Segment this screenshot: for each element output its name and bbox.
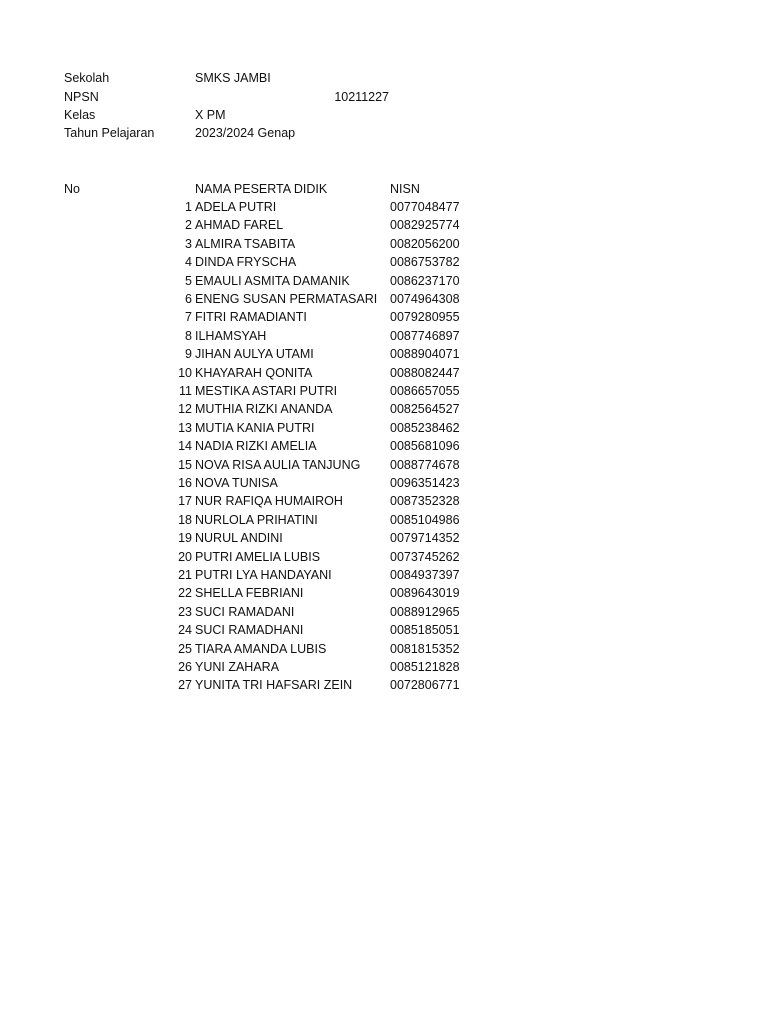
student-name: YUNI ZAHARA — [195, 660, 280, 674]
row-number: 22 — [178, 586, 192, 601]
row-number: 1 — [185, 200, 192, 214]
student-name: AHMAD FAREL — [195, 218, 284, 233]
table-header-row — [0, 180, 768, 198]
row-number: 23 — [178, 604, 192, 619]
row-number: 6 — [185, 292, 192, 306]
row-number: 11 — [179, 384, 192, 398]
table-row — [0, 566, 768, 584]
row-number: 25 — [178, 641, 192, 656]
school-row — [0, 69, 768, 87]
student-nisn: 0085238462 — [390, 420, 460, 435]
table-row — [0, 400, 768, 418]
table-row — [0, 548, 768, 566]
student-nisn: 0079714352 — [390, 531, 460, 546]
row-number: 5 — [185, 273, 192, 288]
table-row — [0, 640, 768, 658]
student-name: TIARA AMANDA LUBIS — [195, 641, 327, 656]
row-number: 8 — [185, 328, 192, 343]
table-row — [0, 235, 768, 253]
table-row — [0, 345, 768, 363]
row-number: 3 — [185, 236, 192, 251]
npsn-label: NPSN — [64, 90, 99, 104]
student-nisn: 0082564527 — [390, 402, 460, 417]
student-name: SUCI RAMADANI — [195, 604, 295, 619]
row-number: 16 — [178, 476, 192, 490]
student-nisn: 0074964308 — [390, 292, 460, 306]
student-nisn: 0088774678 — [390, 457, 460, 472]
row-number: 20 — [178, 549, 192, 564]
student-nisn: 0073745262 — [390, 549, 460, 564]
student-name: EMAULI ASMITA DAMANIK — [195, 273, 350, 288]
student-nisn: 0088904071 — [390, 347, 460, 362]
table-row — [0, 437, 768, 455]
student-name: FITRI RAMADIANTI — [195, 310, 307, 325]
student-nisn: 0085121828 — [390, 660, 460, 674]
student-nisn: 0087746897 — [390, 328, 460, 343]
row-number: 17 — [178, 494, 192, 509]
student-nisn: 0082925774 — [390, 218, 460, 233]
row-number: 7 — [185, 310, 192, 325]
student-nisn: 0096351423 — [390, 476, 460, 490]
table-row — [0, 603, 768, 621]
table-row — [0, 474, 768, 492]
table-row — [0, 584, 768, 602]
student-name: MUTHIA RIZKI ANANDA — [195, 402, 333, 417]
student-name: NURUL ANDINI — [195, 531, 283, 546]
table-row — [0, 492, 768, 510]
row-number: 4 — [185, 255, 192, 270]
school-label: Sekolah — [64, 71, 110, 85]
student-nisn: 0086657055 — [390, 384, 460, 398]
table-row — [0, 456, 768, 474]
student-nisn: 0079280955 — [390, 310, 460, 325]
row-number: 27 — [178, 678, 192, 693]
student-name: YUNITA TRI HAFSARI ZEIN — [195, 678, 353, 693]
class-row — [0, 106, 768, 124]
table-row — [0, 364, 768, 382]
student-nisn: 0085185051 — [390, 623, 460, 638]
student-name: NADIA RIZKI AMELIA — [195, 439, 317, 454]
student-name: PUTRI LYA HANDAYANI — [195, 568, 332, 582]
student-name: ILHAMSYAH — [195, 328, 267, 343]
student-nisn: 0086237170 — [390, 273, 460, 288]
student-nisn: 0077048477 — [390, 200, 460, 214]
student-nisn: 0089643019 — [390, 586, 460, 601]
row-number: 24 — [178, 623, 192, 638]
row-number: 9 — [185, 347, 192, 362]
class-value: X PM — [195, 108, 226, 122]
column-header-nisn: NISN — [390, 182, 420, 196]
column-header-no: No — [64, 182, 80, 196]
column-header-name: NAMA PESERTA DIDIK — [195, 182, 328, 196]
student-name: ADELA PUTRI — [195, 200, 277, 214]
student-nisn: 0086753782 — [390, 255, 460, 270]
row-number: 2 — [185, 218, 192, 233]
year-value: 2023/2024 Genap — [195, 126, 296, 140]
student-nisn: 0085104986 — [390, 512, 460, 527]
student-nisn: 0088912965 — [390, 604, 460, 619]
npsn-value: 10211227 — [334, 90, 389, 104]
table-row — [0, 216, 768, 234]
student-nisn: 0084937397 — [390, 568, 460, 582]
table-row — [0, 511, 768, 529]
student-nisn: 0088082447 — [390, 365, 460, 380]
table-row — [0, 253, 768, 271]
row-number: 19 — [178, 531, 192, 546]
student-name: NOVA RISA AULIA TANJUNG — [195, 457, 361, 472]
row-number: 13 — [178, 420, 192, 435]
table-row — [0, 658, 768, 676]
table-row — [0, 290, 768, 308]
table-row — [0, 419, 768, 437]
student-nisn: 0081815352 — [390, 641, 460, 656]
row-number: 15 — [178, 457, 192, 472]
row-number: 18 — [178, 512, 192, 527]
student-nisn: 0082056200 — [390, 236, 460, 251]
table-row — [0, 676, 768, 694]
table-row — [0, 308, 768, 326]
student-name: NURLOLA PRIHATINI — [195, 512, 318, 527]
student-name: MESTIKA ASTARI PUTRI — [195, 384, 338, 398]
student-name: KHAYARAH QONITA — [195, 365, 313, 380]
school-value: SMKS JAMBI — [195, 71, 271, 85]
student-name: ALMIRA TSABITA — [195, 236, 296, 251]
table-row — [0, 272, 768, 290]
row-number: 21 — [178, 568, 192, 582]
student-name: JIHAN AULYA UTAMI — [195, 347, 314, 362]
student-nisn: 0072806771 — [390, 678, 460, 693]
year-label: Tahun Pelajaran — [64, 126, 155, 140]
student-name: NUR RAFIQA HUMAIROH — [195, 494, 343, 509]
student-name: ENENG SUSAN PERMATASARI — [195, 292, 378, 306]
student-name: MUTIA KANIA PUTRI — [195, 420, 315, 435]
student-nisn: 0085681096 — [390, 439, 460, 454]
table-row — [0, 198, 768, 216]
table-row — [0, 327, 768, 345]
row-number: 14 — [178, 439, 192, 454]
year-row — [0, 124, 768, 142]
row-number: 26 — [178, 660, 192, 674]
student-name: DINDA FRYSCHA — [195, 255, 297, 270]
student-name: SUCI RAMADHANI — [195, 623, 304, 638]
table-row — [0, 621, 768, 639]
row-number: 10 — [178, 365, 192, 380]
row-number: 12 — [178, 402, 192, 417]
npsn-row — [0, 88, 768, 106]
table-row — [0, 382, 768, 400]
student-name: SHELLA FEBRIANI — [195, 586, 304, 601]
table-row — [0, 529, 768, 547]
student-name: PUTRI AMELIA LUBIS — [195, 549, 321, 564]
student-nisn: 0087352328 — [390, 494, 460, 509]
class-label: Kelas — [64, 108, 96, 122]
student-name: NOVA TUNISA — [195, 476, 278, 490]
